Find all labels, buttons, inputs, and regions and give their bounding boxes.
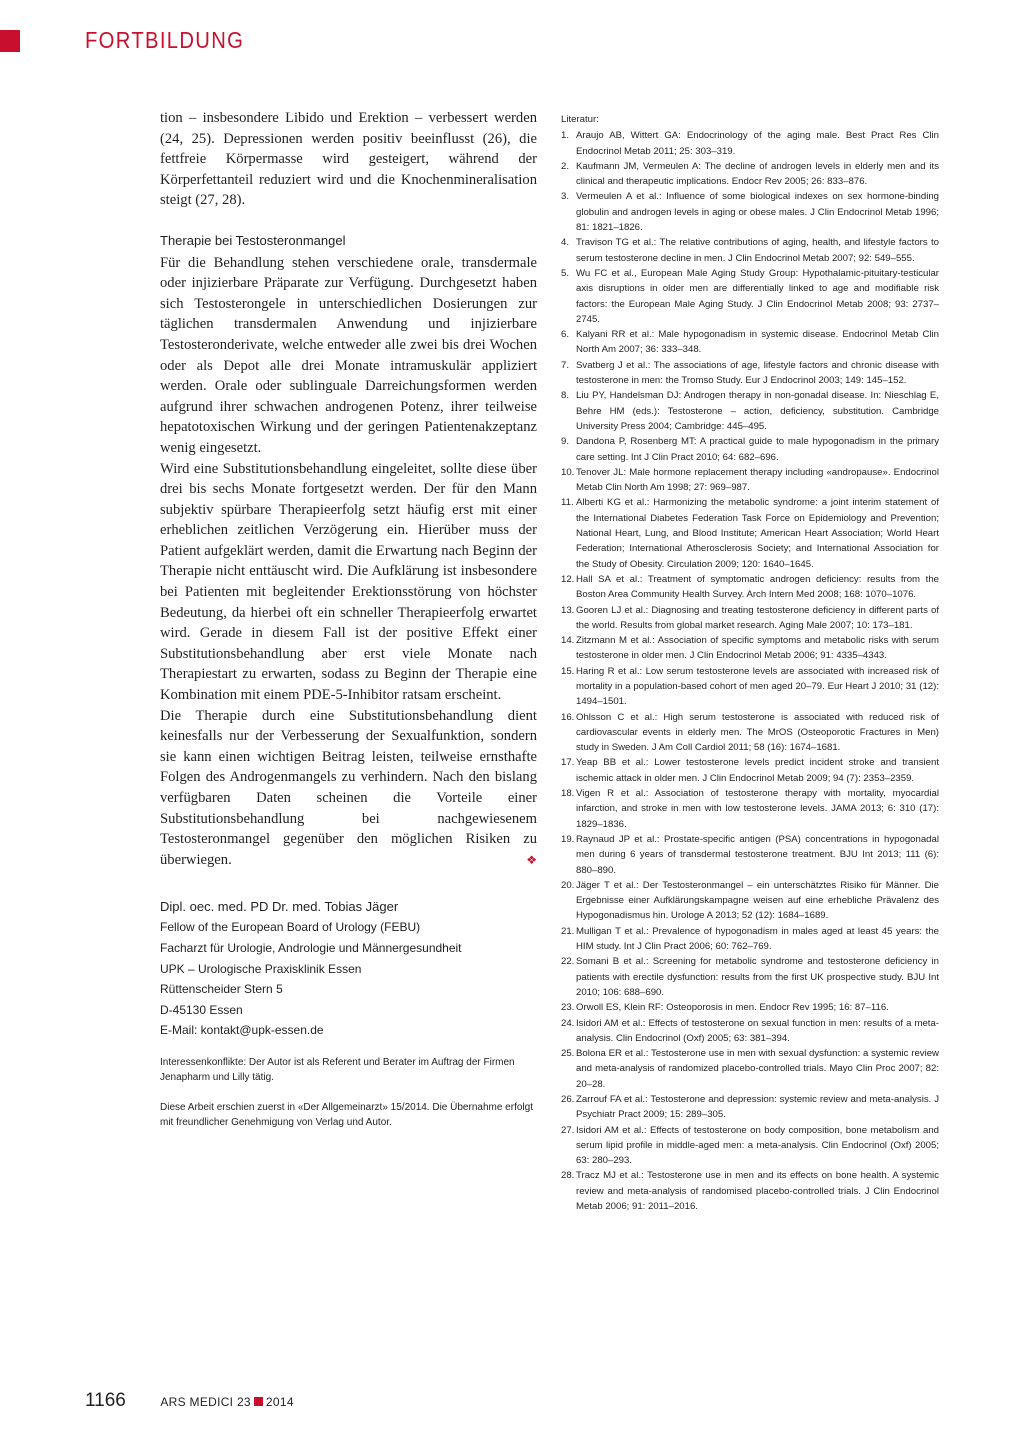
paragraph-1: tion – insbesondere Libido und Erektion – verbessert werden (24, 25). Depressionen werden positiv beeinflusst (26), die fettfreie Körpermasse wird gesteigert, während der Körperfettanteil reduziert wird und die Knochenmineralisation steigt (27, 28). — [160, 110, 537, 209]
reference-item — [561, 710, 939, 756]
reference-number: 22. — [561, 956, 575, 968]
literature-column — [561, 112, 939, 1214]
reference-number: 25. — [561, 1048, 575, 1060]
reference-item — [561, 878, 939, 924]
reference-number: 11. — [561, 497, 574, 509]
reference-item — [561, 266, 939, 327]
reference-number: 2. — [561, 160, 570, 172]
subheading: Therapie bei Testosteronmangel — [160, 232, 346, 248]
reference-text: Kaufmann JM, Vermeulen A: The decline of androgen levels in elderly men and its clinical and therapeutic implications. Endocr Rev 2005; 26: 833–876. — [576, 160, 939, 188]
reference-text: Mulligan T et al.: Prevalence of hypogonadism in males aged at least 45 years: the HIM study. Int J Clin Pract 2006; 60: 762–769. — [576, 925, 939, 953]
page-number: 1166 — [85, 1390, 126, 1411]
reference-item — [561, 235, 939, 266]
reference-number: 1. — [561, 130, 570, 142]
reference-item — [561, 832, 939, 878]
author-line: D-45130 Essen — [160, 1002, 243, 1017]
author-line: Rüttenscheider Stern 5 — [160, 982, 283, 997]
author-line: Facharzt für Urologie, Andrologie und Männergesundheit — [160, 940, 462, 955]
reference-item — [561, 1123, 939, 1169]
reference-item — [561, 128, 939, 159]
main-column — [160, 108, 537, 1131]
source-note: Diese Arbeit erschien zuerst in «Der Allgemeinarzt» 15/2014. Die Übernahme erfolgt mit freundlicher Genehmigung von Verlag und Autor. — [160, 1101, 533, 1129]
reference-number: 8. — [561, 390, 570, 402]
reference-number: 21. — [561, 925, 575, 937]
reference-number: 24. — [561, 1017, 575, 1029]
reference-item — [561, 1092, 939, 1123]
reference-number: 14. — [561, 635, 575, 647]
reference-number: 3. — [561, 191, 570, 203]
page-footer — [85, 1390, 294, 1412]
reference-number: 26. — [561, 1094, 575, 1105]
reference-number: 12. — [561, 573, 575, 585]
reference-text: Vermeulen A et al.: Influence of some biological indexes on sex hormone-binding globulin and androgen levels in aging or obese males. J Clin Endocrinol Metab 1996; 81: 1821–1826. — [576, 191, 939, 234]
reference-item — [561, 1168, 939, 1214]
author-line: UPK – Urologische Praxisklinik Essen — [160, 961, 362, 976]
reference-number: 6. — [561, 329, 570, 341]
article-body — [160, 108, 537, 870]
reference-item — [561, 755, 939, 786]
reference-text: Bolona ER et al.: Testosterone use in men with sexual dysfunction: a systemic review and meta-analysis of randomized placebo-controlled trials. Mayo Clin Proc 2007; 82: 20–28. — [576, 1048, 939, 1090]
reference-text: Alberti KG et al.: Harmonizing the metabolic syndrome: a joint interim statement of the International Diabetes Federation Task Force on Epidemiology and Prevention; National Heart, Lung, and Blood Institute; American Heart Association; World Heart Federation; International Atherosclerosis Society; and International Association for the Study of Obesity. Circulation 2009; 120: 1640–1645. — [576, 497, 939, 570]
reference-item — [561, 358, 939, 389]
paragraph-2: Für die Behandlung stehen verschiedene orale, transdermale oder injizierbare Präparate zur Verfügung. Durchgesetzt haben sich Testosterongele in unterschiedlichen Dosierungen zur täglichen transdermalen Anwendung und injizierbare Testosteronderivate, welche entweder alle zwei bis drei Wochen oder als Depot alle drei Monate intramuskulär appliziert werden. Orale oder sublinguale Darreichungsformen werden aufgrund ihrer schwachen androgenen Potenz, ihrer teilweise hepatotoxischen Wirkung und der geringen Patientenakzeptanz wenig eingesetzt. — [160, 254, 537, 456]
reference-item — [561, 1046, 939, 1092]
paragraph-4 — [160, 706, 537, 871]
journal-year: 2014 — [265, 1395, 294, 1409]
end-mark-icon: ❖ — [526, 852, 537, 867]
reference-item — [561, 572, 939, 603]
reference-text: Tenover JL: Male hormone replacement therapy including «andropause». Endocrinol Metab Clin North Am 1998; 27: 969–987. — [576, 466, 939, 494]
reference-text: Isidori AM et al.: Effects of testosterone on body composition, bone metabolism and serum lipid profile in middle-aged men: a meta-analysis. Clin Endocrinol (Oxf) 2005; 63: 280–293. — [576, 1124, 939, 1167]
reference-number: 13. — [561, 604, 575, 616]
author-name: Dipl. oec. med. PD Dr. med. Tobias Jäger — [160, 899, 399, 915]
literature-title: Literatur: — [561, 114, 599, 125]
reference-item — [561, 327, 939, 358]
reference-number: 28. — [561, 1170, 575, 1182]
author-block — [160, 896, 537, 1041]
reference-text: Isidori AM et al.: Effects of testosterone on sexual function in men: results of a meta-analysis. Clin Endocrinol (Oxf) 2005; 63: 381–394. — [576, 1017, 939, 1044]
conflict-note: Interessenkonflikte: Der Autor ist als Referent und Berater im Auftrag der Firmen Jenapharm und Lilly tätig. — [160, 1056, 515, 1084]
reference-text: Gooren LJ et al.: Diagnosing and treating testosterone deficiency in different parts of the world. Results from global market research. Aging Male 2007; 10: 173–181. — [576, 604, 939, 631]
author-email: E-Mail: kontakt@upk-essen.de — [160, 1023, 324, 1038]
reference-number: 23. — [561, 1002, 575, 1014]
reference-item — [561, 1000, 939, 1015]
reference-item — [561, 189, 939, 235]
reference-number: 20. — [561, 879, 575, 891]
section-header: FORTBILDUNG — [85, 27, 245, 53]
reference-item — [561, 1016, 939, 1047]
header-accent-bar — [0, 30, 20, 52]
author-line: Fellow of the European Board of Urology (FEBU) — [160, 920, 421, 935]
reference-number: 5. — [561, 267, 570, 279]
reference-number: 27. — [561, 1124, 575, 1136]
reference-item — [561, 495, 939, 571]
reference-text: Yeap BB et al.: Lower testosterone levels predict incident stroke and transient ischemic attack in older men. J Clin Endocrinol Metab 2009; 94 (7): 2353–2359. — [576, 757, 939, 784]
reference-item — [561, 954, 939, 1000]
reference-number: 17. — [561, 757, 575, 769]
paragraph-3: Wird eine Substitutionsbehandlung eingeleitet, sollte diese über drei bis sechs Monate fortgesetzt werden. Der für den Mann subjektiv spürbare Therapieerfolg setzt häufig erst mit einer erheblichen zeitlichen Verzögerung ein. Hierüber muss der Patient aufgeklärt werden, damit die Erwartung nach Beginn der Therapie nicht enttäuscht wird. Die Aufklärung ist insbesondere bei Patienten mit begleitender Erektionsstörung von höchster Bedeutung, da hierbei oft ein schneller Therapieerfolg erwartet wird. Gerade in diesem Fall ist der positive Effekt einer Substitutionsbehandlung aber erst viele Monate nach Therapiestart zu erwarten, sodass zu Beginn der Therapie eine Kombination mit einem PDE-5-Inhibitor ratsam erscheint. — [160, 460, 537, 704]
reference-item — [561, 664, 939, 710]
reference-text: Jäger T et al.: Der Testosteronmangel – ein unterschätztes Risiko für Männer. Die Ergebnisse einer Aufklärungskampagne weisen auf eine erhebliche Prävalenz des Hypogonadismus hin. Urologe A 2013; 52 (12): 1684–1689. — [576, 879, 939, 922]
reference-text: Liu PY, Handelsman DJ: Androgen therapy in non-gonadal disease. In: Nieschlag E, Behre HM (eds.): Testosterone – action, deficiency, substitution. Cambridge University Press 2004; Cambridge: 445–495. — [576, 390, 939, 432]
reference-number: 15. — [561, 665, 575, 677]
reference-item — [561, 465, 939, 496]
reference-item — [561, 603, 939, 634]
reference-item — [561, 786, 939, 832]
paragraph-4-text: Die Therapie durch eine Substitutionsbehandlung dient keinesfalls nur der Verbesserung der Sexualfunktion, sondern sie kann einen wichtigen Beitrag leisten, teilweise ernsthafte Folgen des Androgenmangels zu verhindern. Nach den bislang verfügbaren Daten scheinen die Vorteile einer Substitutionsbehandlung bei nachgewiesenem Testosteronmangel gegenüber den möglichen Risiken zu überwiegen. — [160, 707, 537, 868]
reference-text: Svatberg J et al.: The associations of age, lifestyle factors and chronic disease with testosterone in men: the Tromso Study. Eur J Endocrinol 2003; 149: 145–152. — [576, 359, 939, 387]
reference-text: Tracz MJ et al.: Testosterone use in men and its effects on bone health. A systemic review and meta-analysis of randomised placebo-controlled trials. J Clin Endocrinol Metab 2006; 91: 2011–2016. — [576, 1170, 939, 1213]
reference-text: Zarrouf FA et al.: Testosterone and depression: systemic review and meta-analysis. J Psychiatr Pract 2009; 15: 289–305. — [576, 1094, 939, 1121]
reference-text: Orwoll ES, Klein RF: Osteoporosis in men. Endocr Rev 1995; 16: 87–116. — [576, 1002, 889, 1014]
reference-item — [561, 633, 939, 664]
reference-number: 7. — [561, 359, 570, 371]
reference-number: 4. — [561, 237, 570, 249]
reference-text: Dandona P, Rosenberg MT: A practical guide to male hypogonadism in the primary care setting. Int J Clin Pract 2010; 64: 682–696. — [576, 436, 939, 463]
reference-text: Raynaud JP et al.: Prostate-specific antigen (PSA) concentrations in hypogonadal men during 6 years of transdermal testosterone treatment. BJU Int 2013; 111 (6): 880–890. — [576, 833, 939, 876]
reference-number: 19. — [561, 833, 575, 845]
reference-number: 16. — [561, 711, 575, 723]
reference-list — [561, 128, 939, 1214]
reference-text: Araujo AB, Wittert GA: Endocrinology of the aging male. Best Pract Res Clin Endocrinol Metab 2011; 25: 303–319. — [576, 130, 939, 157]
reference-number: 18. — [561, 788, 575, 800]
reference-text: Vigen R et al.: Association of testosterone therapy with mortality, myocardial infarction, and stroke in men with low testosterone levels. JAMA 2013; 6: 310 (17): 1829–1836. — [576, 788, 939, 830]
journal-name: ARS MEDICI 23 — [160, 1395, 251, 1409]
reference-text: Somani B et al.: Screening for metabolic syndrome and testosterone deficiency in patients with erectile dysfunction: results from the first UK prospective study. BJU Int 2010; 106: 688–690. — [576, 956, 939, 998]
reference-text: Kalyani RR et al.: Male hypogonadism in systemic disease. Endocrinol Metab Clin North Am 2007; 36: 333–348. — [576, 329, 939, 356]
reference-number: 10. — [561, 466, 575, 478]
reference-item — [561, 924, 939, 955]
reference-text: Zitzmann M et al.: Association of specific symptoms and metabolic risks with serum testosterone in older men. J Clin Endocrinol Metab 2006; 91: 4335–4343. — [576, 635, 939, 662]
reference-text: Hall SA et al.: Treatment of symptomatic androgen deficiency: results from the Boston Area Community Health Survey. Arch Intern Med 2008; 168: 1070–1076. — [576, 573, 939, 601]
journal-label — [160, 1395, 294, 1409]
reference-text: Ohlsson C et al.: High serum testosterone is associated with reduced risk of cardiovascular events in elderly men. The MrOS (Osteoporotic Fractures in Men) study in Sweden. J Am Coll Cardiol 2011; 58 (16): 1674–1681. — [576, 711, 939, 754]
reference-item — [561, 434, 939, 465]
reference-item — [561, 159, 939, 190]
reference-text: Travison TG et al.: The relative contributions of aging, health, and lifestyle factors to serum testosterone decline in men. J Clin Endocrinol Metab 2007; 92: 549–555. — [576, 237, 939, 264]
reference-text: Haring R et al.: Low serum testosterone levels are associated with increased risk of mortality in a population-based cohort of men aged 20–79. Eur Heart J 2010; 31 (12): 1494–1501. — [576, 665, 939, 708]
reference-number: 9. — [561, 436, 570, 448]
reference-item — [561, 388, 939, 434]
square-icon — [254, 1397, 263, 1406]
reference-text: Wu FC et al., European Male Aging Study Group: Hypothalamic-pituitary-testicular axis disruptions in older men are differentially linked to age and modifiable risk factors: the European Male Aging Study. J Clin Endocrinol Metab 2008; 93: 2737–2745. — [576, 267, 939, 325]
